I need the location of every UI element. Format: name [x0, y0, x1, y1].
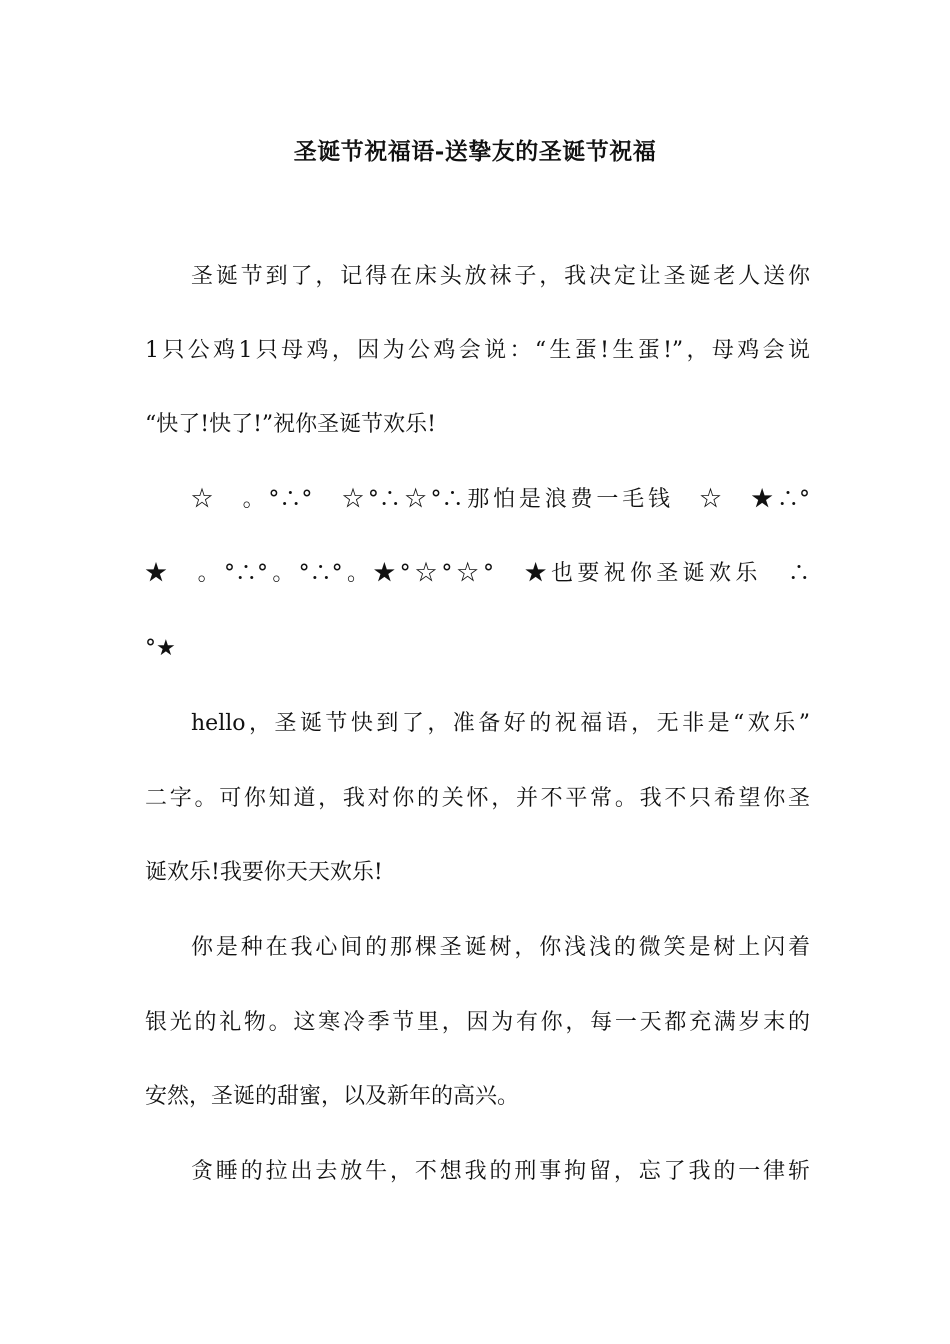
paragraph-2-line-1: ☆ 。°∴° ☆°∴☆°∴那怕是浪费一毛钱 ☆ ★∴°	[191, 487, 810, 512]
paragraph-1-line-2: 1只公鸡1只母鸡，因为公鸡会说：“生蛋!生蛋!”，母鸡会说	[145, 338, 810, 363]
paragraph-4-line-1: 你是种在我心间的那棵圣诞树，你浅浅的微笑是树上闪着	[191, 935, 810, 960]
paragraph-3-line-2: 二字。可你知道，我对你的关怀，并不平常。我不只希望你圣	[145, 786, 810, 811]
paragraph-2-line-3: °★	[145, 636, 176, 661]
paragraph-4-line-3: 安然，圣诞的甜蜜，以及新年的高兴。	[145, 1084, 520, 1109]
paragraph-5-line-1: 贪睡的拉出去放牛，不想我的刑事拘留，忘了我的一律斩	[191, 1159, 810, 1184]
paragraph-1-line-3: “快了!快了!”祝你圣诞节欢乐!	[145, 412, 437, 437]
document-title: 圣诞节祝福语-送挚友的圣诞节祝福	[293, 138, 657, 165]
paragraph-4-line-2: 银光的礼物。这寒冷季节里，因为有你，每一天都充满岁末的	[145, 1010, 810, 1035]
paragraph-3-line-3: 诞欢乐!我要你天天欢乐!	[145, 860, 383, 885]
paragraph-2-line-2: ★ 。°∴°。°∴°。★°☆°☆° ★也要祝你圣诞欢乐 ∴	[145, 561, 810, 586]
paragraph-1-line-1: 圣诞节到了，记得在床头放袜子，我决定让圣诞老人送你	[191, 264, 810, 289]
paragraph-3-line-1: hello，圣诞节快到了，准备好的祝福语，无非是“欢乐”	[191, 711, 810, 736]
